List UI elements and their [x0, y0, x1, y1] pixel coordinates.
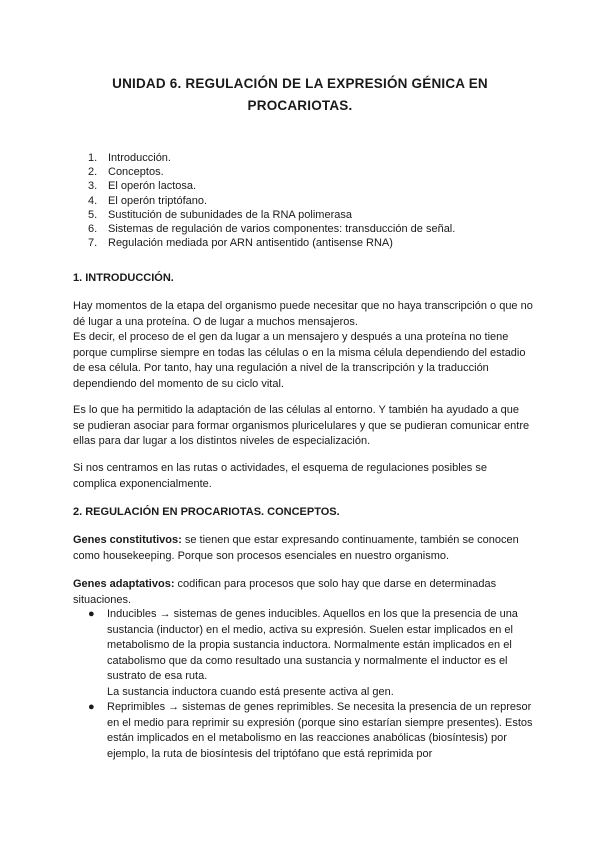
page-title: UNIDAD 6. REGULACIÓN DE LA EXPRESIÓN GÉNICA EN PROCARIOTAS.: [112, 76, 488, 113]
bullet-icon: ●: [88, 701, 95, 713]
term-label: Genes constitutivos:: [73, 534, 182, 546]
list-item: ● Reprimibles → sistemas de genes reprimibles. Se necesita la presencia de un represor en el medio para reprimir su expresión (porque sino estarían siempre presentes). Estos están implicados en el metabolismo en las reacciones anabólicas (biosíntesis) por ejemplo, la ruta de biosíntesis del triptófano que está reprimida por: [88, 701, 533, 760]
paragraph: Es decir, el proceso de el gen da lugar a un mensajero y después a una proteína no tiene porque cumplirse siempre en todas las células o en la misma célula dependiendo del estadio de esa célula. Por tanto, hay una regulación a nivel de la transcripción y la traducción dependiendo del momento de su ciclo vital.: [73, 331, 526, 390]
toc-item: 3. El operón lactosa.: [88, 180, 197, 193]
paragraph: Es lo que ha permitido la adaptación de las células al entorno. Y también ha ayudado a que se pudieran asociar para formar organismos pluricelulares y que se pudieran comunicar entre ellas para dar lugar a los distintos niveles de especialización.: [73, 404, 530, 447]
toc-item: 2. Conceptos.: [88, 166, 164, 179]
paragraph: Hay momentos de la etapa del organismo puede necesitar que no haya transcripción o que no dé lugar a una proteína. O de lugar a muchos mensajeros.: [73, 300, 533, 328]
paragraph: Si nos centramos en las rutas o actividades, el esquema de regulaciones posibles se complica exponencialmente.: [73, 462, 487, 490]
section-heading-introduccion: 1. INTRODUCCIÓN.: [73, 272, 174, 284]
list-item: ● Inducibles → sistemas de genes inducibles. Aquellos en los que la presencia de una sustancia (inductor) en el medio, activa su expresión. Suelen estar implicados en el metabolismo de la propia sustancia inductora. Normalmente están implicados en el catabolismo que da como resultado una sustancia y normalmente el inductor es el sustrato de esa ruta. La sustancia inductora cuando está presente activa al gen.: [88, 608, 518, 698]
table-of-contents: [88, 151, 455, 250]
toc-item: 5. Sustitución de subunidades de la RNA polimerasa: [88, 208, 352, 221]
toc-item: 4. El operón triptófano.: [88, 194, 208, 207]
paragraph-genes-adaptativos: Genes adaptativos: codifican para procesos que solo hay que darse en determinadas situaciones.: [73, 578, 497, 606]
toc-item: 7. Regulación mediada por ARN antisentido (antisense RNA): [88, 237, 393, 250]
bullet-icon: ●: [88, 608, 95, 620]
bullet-list: [88, 607, 533, 762]
term-label: Genes adaptativos:: [73, 578, 175, 590]
toc-item: 1. Introducción.: [88, 152, 171, 164]
paragraph-genes-constitutivos: Genes constitutivos: se tienen que estar expresando continuamente, también se conocen como housekeeping. Porque son procesos esenciales en nuestro organismo.: [73, 534, 519, 562]
section-heading-conceptos: 2. REGULACIÓN EN PROCARIOTAS. CONCEPTOS.: [73, 506, 340, 518]
toc-item: 6. Sistemas de regulación de varios componentes: transducción de señal.: [88, 223, 456, 236]
